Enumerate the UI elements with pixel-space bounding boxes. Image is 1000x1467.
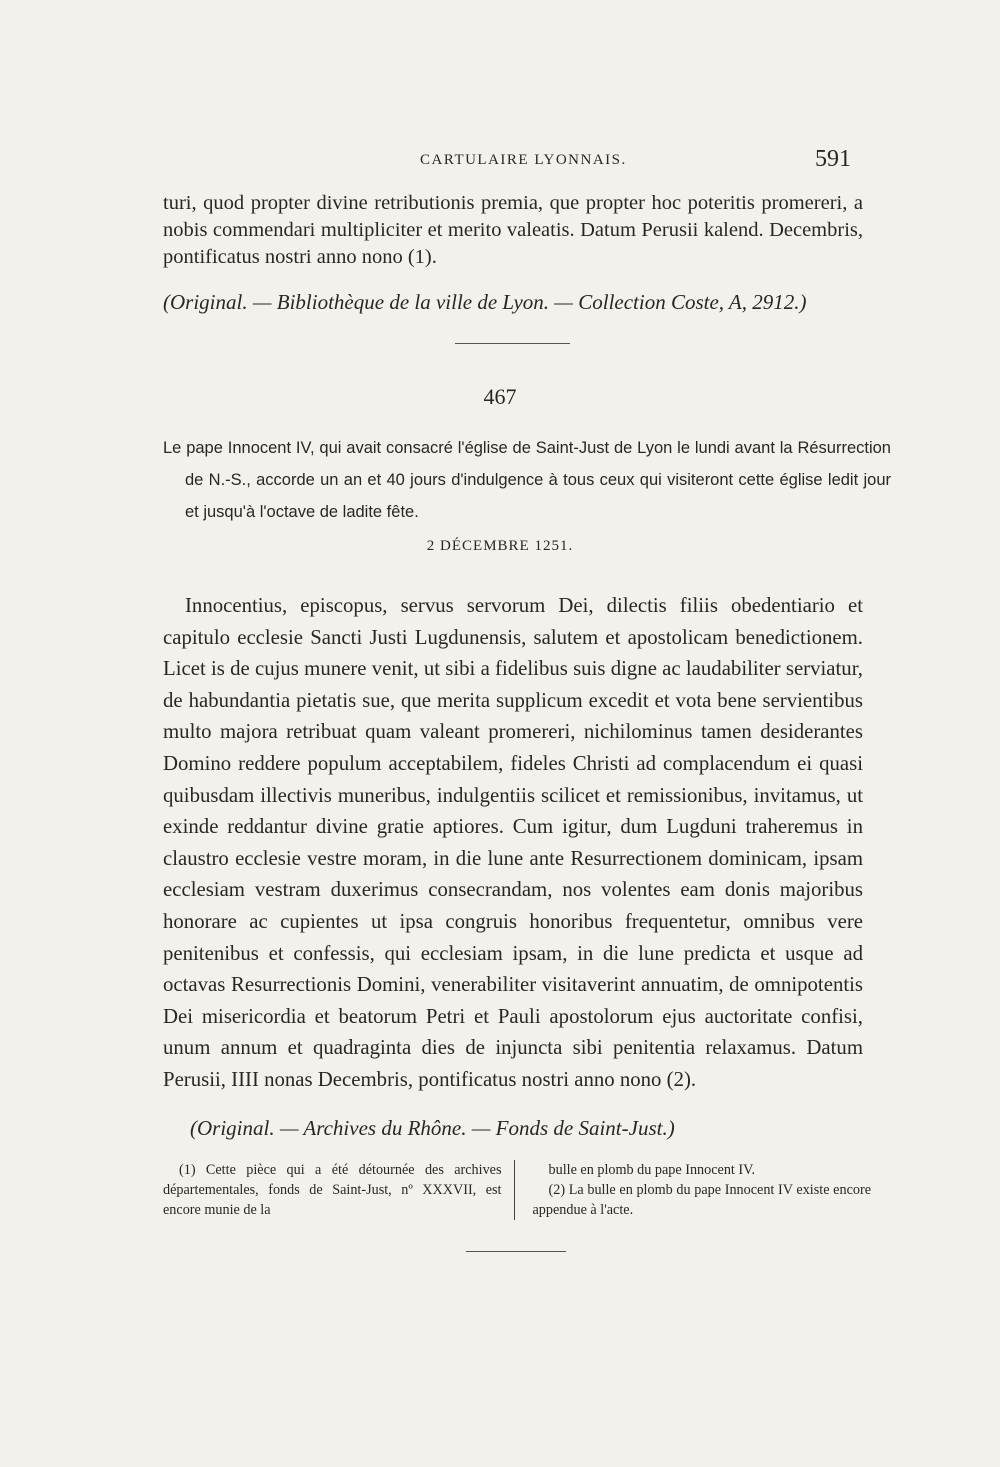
footnotes-left-column (163, 1160, 515, 1220)
footnotes-right-column (515, 1160, 872, 1220)
document-date: 2 DÉCEMBRE 1251. (426, 538, 574, 554)
document-number: 467 (483, 384, 517, 409)
footnotes (163, 1160, 871, 1220)
previous-document-text: turi, quod propter divine retributionis premia, que propter hoc poteritis promereri, a nobis commendari multipliciter et merito valeatis. Datum Perusii kalend. Decembris, pontificatus nostri anno nono (1). (163, 192, 863, 268)
previous-document-source: (Original. — Bibliothèque de la ville de Lyon. — Collection Coste, A, 2912.) (163, 290, 807, 314)
bottom-rule (466, 1251, 566, 1252)
running-title: CARTULAIRE LYONNAIS. (420, 152, 627, 168)
separator-rule (455, 343, 570, 344)
footnote-1-part-1: (1) Cette pièce qui a été détournée des archives départementales, fonds de Saint-Just, nº XXXVII, est encore munie de la (163, 1162, 502, 1218)
document-text: Innocentius, episcopus, servus servorum Dei, dilectis filiis obedentiario et capitulo ecclesie Sancti Justi Lugdunensis, salutem et apostolicam benedictionem. Licet is de cujus munere venit, ut sibi a fidelibus suis digne ac laudabiliter serviatur, de habundantia pietatis sue, que merita supplicum excedit et vota bene servientibus multo majora retribuat quam valeant promereri, nichilominus tamen desiderantes Domino reddere populum acceptabilem, fideles Christi ad complacendum ei quasi quibusdam illectivis muneribus, indulgentiis scilicet et remissionibus, invitamus, ut exinde reddantur divine gratie aptiores. Cum igitur, dum Lugduni traheremus in claustro ecclesie vestre moram, in die lune ante Resurrectionem dominicam, ipsam ecclesiam vestram duxerimus consecrandam, nos volentes eam donis majoribus honorare ac cupientes ut ipsa congruis honoribus frequentetur, omnibus vere penitenibus et confessis, qui ecclesiam ipsam, in die lune predicta et usque ad octavas Resurrectionis Domini, venerabiliter visitaverint annuatim, de omnipotentis Dei misericordia et beatorum Petri et Pauli apostolorum ejus auctoritate confisi, unum annum et quadraginta dies de injuncta sibi penitentia relaxamus. Datum Perusii, IIII nonas Decembris, pontificatus nostri anno nono (2). (163, 594, 863, 1091)
document-source: (Original. — Archives du Rhône. — Fonds de Saint-Just.) (190, 1116, 675, 1140)
page-number: 591 (815, 146, 851, 172)
document-summary: Le pape Innocent IV, qui avait consacré l'église de Saint-Just de Lyon le lundi avant la Résurrection de N.-S., accorde un an et 40 jours d'indulgence à tous ceux qui visiteront cette église ledit jour et jusqu'à l'octave de ladite fête. (163, 439, 891, 521)
footnote-1-part-2: bulle en plomb du pape Innocent IV. (548, 1162, 756, 1178)
footnote-2: (2) La bulle en plomb du pape Innocent IV existe encore appendue à l'acte. (532, 1182, 871, 1218)
